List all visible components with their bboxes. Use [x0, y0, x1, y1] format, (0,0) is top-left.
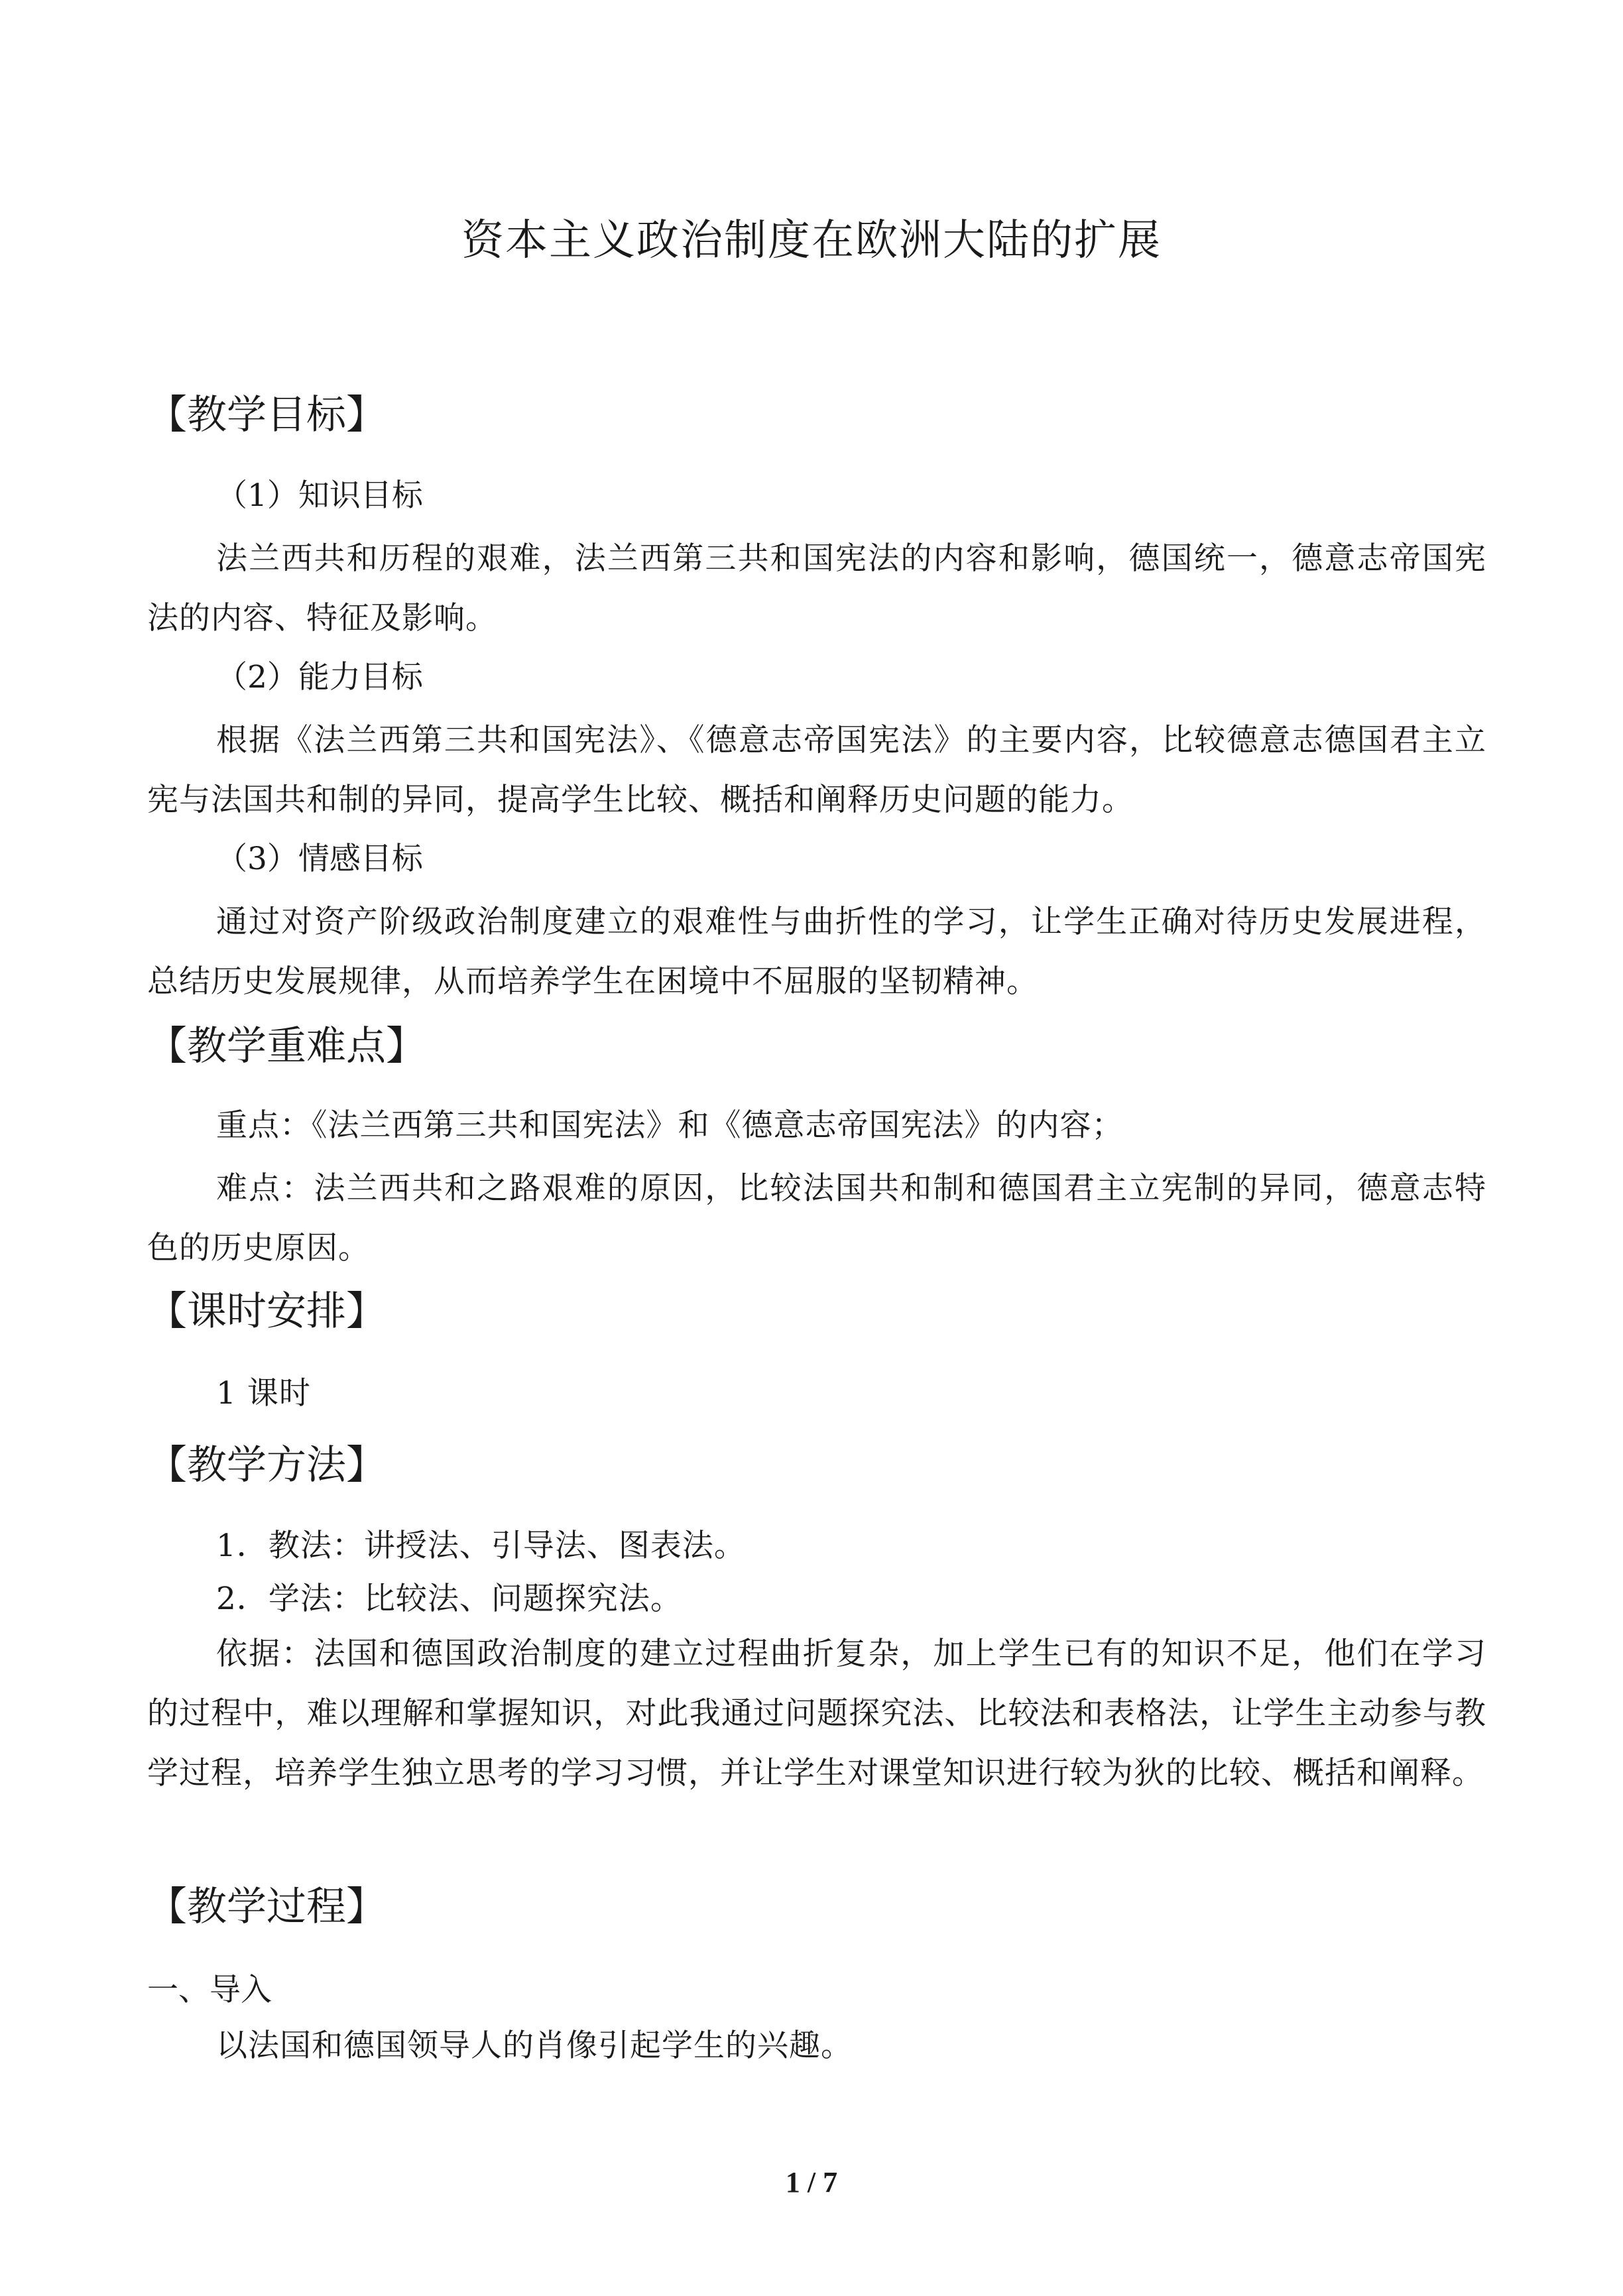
emotion-goal-text: 通过对资产阶级政治制度建立的艰难性与曲折性的学习，让学生正确对待历史发展进程，总结历史发展规律，从而培养学生在困境中不屈服的坚韧精神。: [147, 904, 1486, 1000]
learning-method-text: 2．学法：比较法、问题探究法。: [216, 1581, 682, 1617]
page-number: 1 / 7: [785, 2166, 838, 2199]
knowledge-goal-label: （1）知识目标: [216, 477, 423, 514]
section-heading-schedule: 【课时安排】: [147, 1288, 386, 1335]
ability-goal-text: 根据《法兰西第三共和国宪法》、《德意志帝国宪法》的主要内容，比较德意志德国君主立宪与法国共和制的异同，提高学生比较、概括和阐释历史问题的能力。: [147, 722, 1486, 818]
section-heading-process: 【教学过程】: [147, 1884, 386, 1930]
key-point-text: 重点：《法兰西第三共和国宪法》和《德意志帝国宪法》的内容；: [216, 1107, 1124, 1144]
knowledge-goal-text: 法兰西共和历程的艰难，法兰西第三共和国宪法的内容和影响，德国统一，德意志帝国宪法的内容、特征及影响。: [147, 540, 1486, 636]
section-heading-methods: 【教学方法】: [147, 1442, 386, 1488]
schedule-text: 1 课时: [216, 1375, 311, 1412]
section-heading-key-points: 【教学重难点】: [147, 1023, 426, 1069]
difficult-point-text: 难点：法兰西共和之路艰难的原因，比较法国共和制和德国君主立宪制的异同，德意志特色的历史原因。: [147, 1170, 1486, 1266]
document-title: 资本主义政治制度在欧洲大陆的扩展: [461, 216, 1162, 265]
emotion-goal-label: （3）情感目标: [216, 841, 423, 877]
ability-goal-label: （2）能力目标: [216, 659, 423, 695]
section-heading-goals: 【教学目标】: [147, 392, 386, 438]
method-basis-text: 依据：法国和德国政治制度的建立过程曲折复杂，加上学生已有的知识不足，他们在学习的过程中，难以理解和掌握知识，对此我通过问题探究法、比较法和表格法，让学生主动参与教学过程，培养学生独立思考的学习习惯，并让学生对课堂知识进行较为狄的比较、概括和阐释。: [147, 1636, 1486, 1791]
intro-section-text: 以法国和德国领导人的肖像引起学生的兴趣。: [216, 2027, 853, 2064]
intro-section-label: 一、导入: [147, 1972, 272, 2008]
teaching-method-text: 1．教法：讲授法、引导法、图表法。: [216, 1528, 746, 1564]
